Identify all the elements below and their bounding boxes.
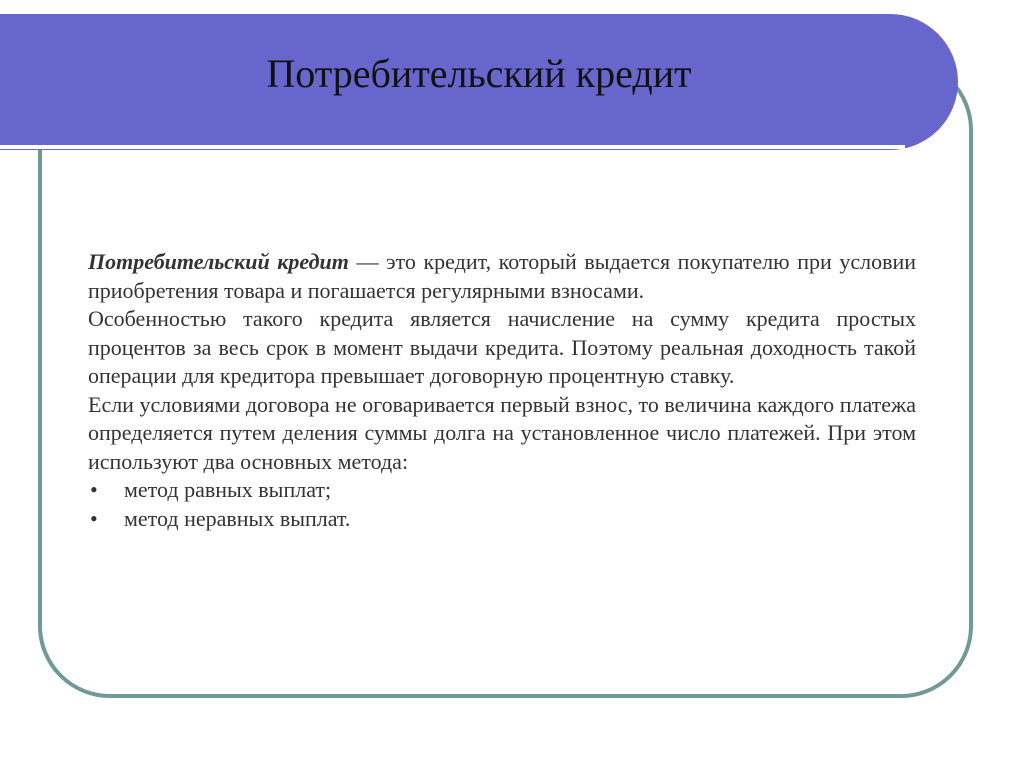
features-paragraph: Особенностью такого кредита является начисление на сумму кредита простых процентов за весь срок в момент выдачи кредита. Поэтому реальная доходность такой операции для кредитора превышает договорную процентную ставку. — [88, 306, 916, 388]
bullet-icon: • — [90, 505, 98, 531]
slide-body — [88, 248, 916, 533]
title-bar — [0, 14, 958, 150]
list-item — [88, 476, 916, 505]
definition-paragraph — [88, 248, 916, 305]
slide-title: Потребительский кредит — [266, 51, 692, 96]
methods-list — [88, 476, 916, 533]
defined-term: Потребительский кредит — [88, 249, 349, 274]
title-underline — [0, 145, 905, 149]
bullet-icon: • — [90, 477, 98, 502]
list-item-text: метод равных выплат; — [124, 477, 332, 502]
list-item — [88, 505, 916, 534]
list-item-text: метод неравных выплат. — [124, 505, 351, 531]
definition-text: — это кредит, который выдается покупателю при условии приобретения товара и погашается регулярными взносами. — [88, 249, 917, 303]
payments-paragraph: Если условиями договора не оговаривается первый взнос, то величина каждого платежа определяется путем деления суммы долга на установленное число платежей. При этом используют два основных метода: — [88, 391, 916, 474]
